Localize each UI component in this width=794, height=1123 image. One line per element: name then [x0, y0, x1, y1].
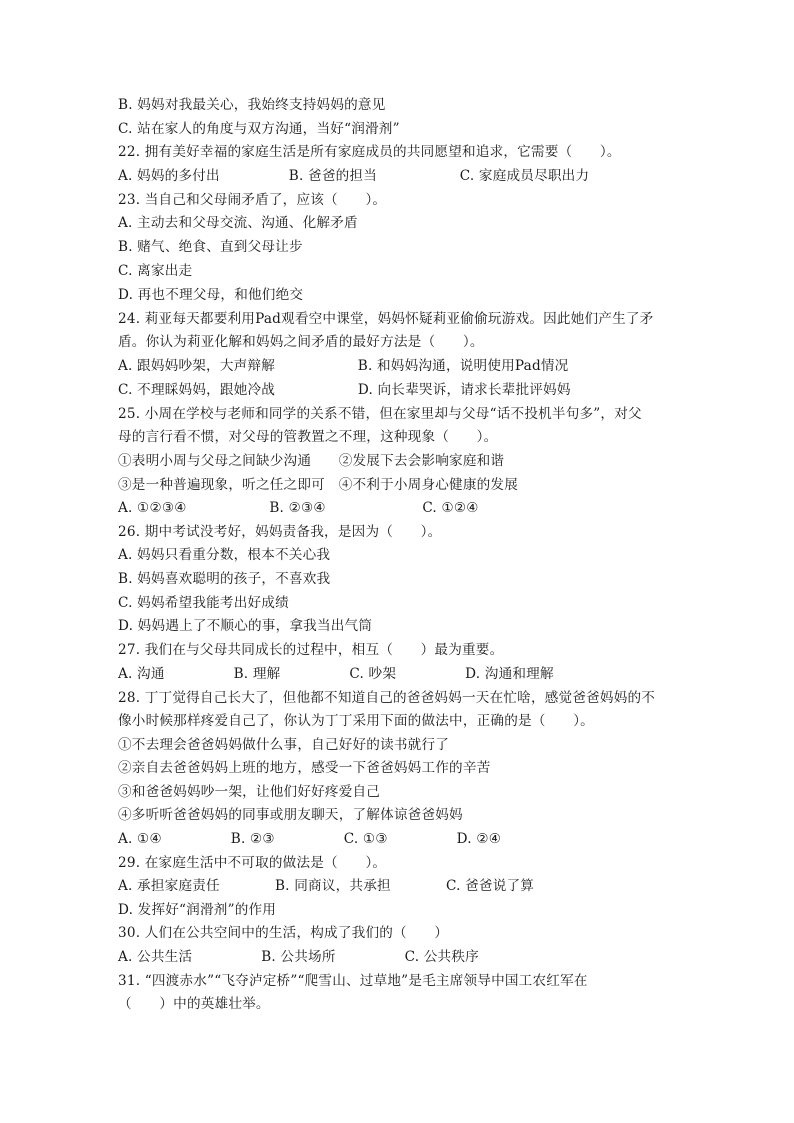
question-31-line2: （ ）中的英雄壮举。 [118, 996, 270, 1012]
option-26-b: B. 妈妈喜欢聪明的孩子，不喜欢我 [118, 571, 331, 587]
question-22: 22. 拥有美好幸福的家庭生活是所有家庭成员的共同愿望和追求，它需要（ ）。 [118, 144, 621, 160]
option-23-d: D. 再也不理父母，和他们绝交 [118, 287, 304, 303]
statement-28-3: ③和爸爸妈妈吵一架，让他们好好疼爱自己 [118, 784, 381, 800]
statements-25-34: ③是一种普遍现象，听之任之即可 ④不利于小周身心健康的发展 [118, 477, 519, 493]
question-24-line1: 24. 莉亚每天都要利用Pad观看空中课堂，妈妈怀疑莉亚偷偷玩游戏。因此她们产生了矛 [118, 311, 654, 327]
option-26-a: A. 妈妈只看重分数，根本不关心我 [118, 547, 331, 563]
option-23-a: A. 主动去和父母交流、沟通、化解矛盾 [118, 215, 358, 231]
question-28-line1: 28. 丁丁觉得自己长大了，但他都不知道自己的爸爸妈妈一天在忙啥，感觉爸爸妈妈的不 [118, 690, 656, 706]
question-26: 26. 期中考试没考好，妈妈责备我，是因为（ ）。 [118, 524, 442, 540]
statements-25-12: ①表明小周与父母之间缺少沟通 ②发展下去会影响家庭和谐 [118, 453, 505, 469]
question-24-line2: 盾。你认为莉亚化解和妈妈之间矛盾的最好方法是（ ）。 [118, 334, 484, 350]
statement-28-1: ①不去理会爸爸妈妈做什么事，自己好好的读书就行了 [118, 737, 450, 753]
options-30: A. 公共生活 B. 公共场所 C. 公共秩序 [118, 949, 479, 965]
question-27: 27. 我们在与父母共同成长的过程中，相互（ ）最为重要。 [118, 642, 504, 658]
options-25: A. ①②③④ B. ②③④ C. ①②④ [118, 500, 479, 516]
options-27: A. 沟通 B. 理解 C. 吵架 D. 沟通和理解 [118, 666, 554, 682]
options-29-abc: A. 承担家庭责任 B. 同商议，共承担 C. 爸爸说了算 [118, 878, 535, 894]
question-23: 23. 当自己和父母闹矛盾了，应该（ ）。 [118, 192, 387, 208]
option-23-b: B. 赌气、绝食、直到父母让步 [118, 239, 303, 255]
options-24-cd: C. 不理睬妈妈，跟她冷战 D. 向长辈哭诉，请求长辈批评妈妈 [118, 382, 571, 398]
option-21-b: B. 妈妈对我最关心，我始终支持妈妈的意见 [118, 97, 386, 113]
question-25-line1: 25. 小周在学校与老师和同学的关系不错，但在家里却与父母“话不投机半句多”，对父 [118, 406, 642, 422]
options-28: A. ①④ B. ②③ C. ①③ D. ②④ [118, 831, 502, 847]
question-25-line2: 母的言行看不惯，对父母的管教置之不理，这种现象（ ）。 [118, 429, 498, 445]
option-23-c: C. 离家出走 [118, 263, 193, 279]
option-26-c: C. 妈妈希望我能考出好成绩 [118, 595, 289, 611]
statement-28-4: ④多听听爸爸妈妈的同事或朋友聊天，了解体谅爸爸妈妈 [118, 807, 463, 823]
option-29-d: D. 发挥好“润滑剂”的作用 [118, 902, 277, 918]
options-22: A. 妈妈的多付出 B. 爸爸的担当 C. 家庭成员尽职出力 [118, 168, 590, 184]
option-26-d: D. 妈妈遇上了不顺心的事，拿我当出气筒 [118, 618, 373, 634]
question-28-line2: 像小时候那样疼爱自己了，你认为丁丁采用下面的做法中，正确的是（ ）。 [118, 713, 594, 729]
question-31-line1: 31. “四渡赤水”“飞夺泸定桥”“爬雪山、过草地”是毛主席领导中国工农红军在 [118, 973, 588, 989]
statement-28-2: ②亲自去爸爸妈妈上班的地方，感受一下爸爸妈妈工作的辛苦 [118, 760, 491, 776]
option-21-c: C. 站在家人的角度与双方沟通，当好“润滑剂” [118, 121, 400, 137]
question-30: 30. 人们在公共空间中的生活，构成了我们的（ ） [118, 925, 449, 941]
options-24-ab: A. 跟妈妈吵架，大声辩解 B. 和妈妈沟通，说明使用Pad情况 [118, 358, 569, 374]
question-29: 29. 在家庭生活中不可取的做法是（ ）。 [118, 855, 387, 871]
